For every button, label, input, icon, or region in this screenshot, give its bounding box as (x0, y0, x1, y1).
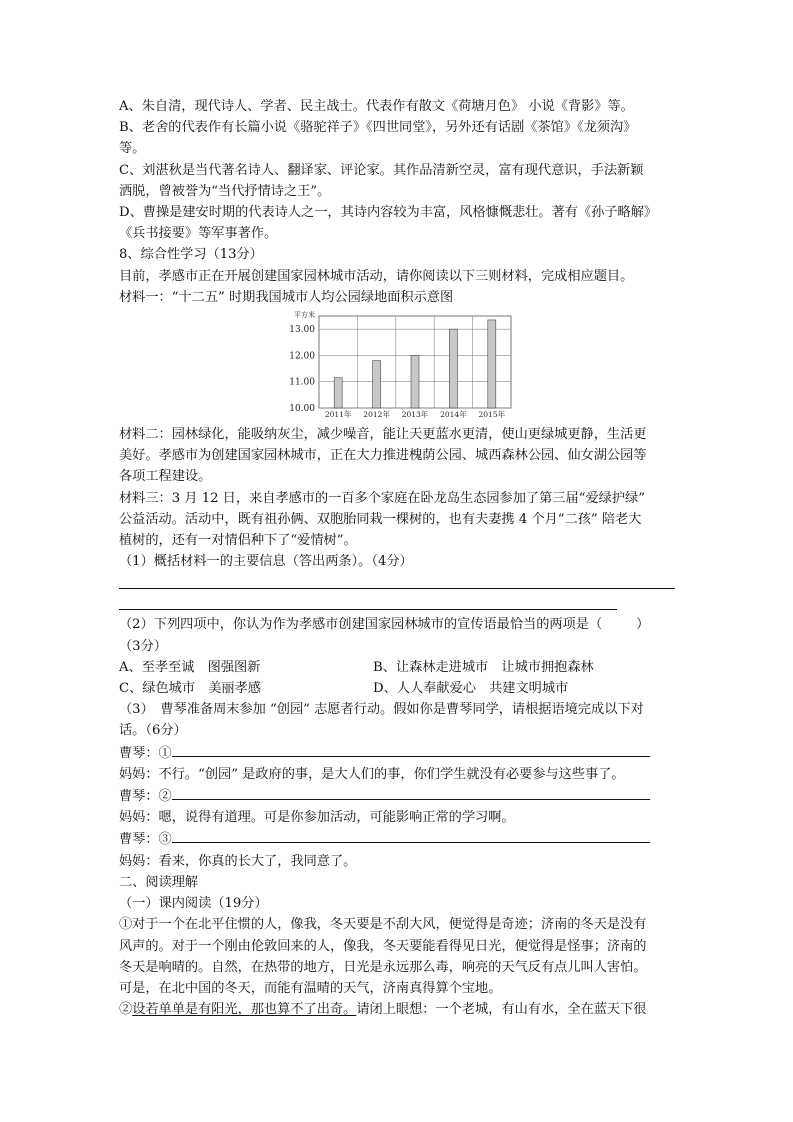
dialogue-blank-3[interactable] (172, 828, 650, 843)
choice-d: D、人人奉献爱心 共建文明城市 (373, 681, 569, 697)
choice-row-1 (119, 657, 679, 678)
speaker-caoqin-3: 曹琴：③ (119, 832, 172, 848)
x-tick-label: 2015年 (478, 410, 506, 420)
sub-question-2 (119, 614, 679, 635)
section-2-heading: 二、阅读理解 (119, 874, 199, 890)
question-8-heading: 8、综合性学习（13分） (119, 247, 263, 263)
material-2-line-3: 各项工程建设。 (119, 469, 212, 485)
speaker-caoqin-2: 曹琴：② (119, 789, 172, 805)
sub-question-3: （3） 曹琴准备周末参加 “创园” 志愿者行动。假如你是曹琴同学，请根据语境完成以下对 (119, 702, 644, 718)
choice-row-2 (119, 678, 679, 699)
answer-line-1[interactable] (119, 572, 675, 589)
chart-svg (279, 310, 519, 422)
green-area-bar-chart (279, 310, 519, 422)
choice-b: B、让森林走进城市 让城市拥抱森林 (373, 659, 594, 675)
bar (411, 355, 419, 408)
dialogue-blank-1[interactable] (172, 742, 650, 757)
sub-question-3-cont: 话。（6分） (119, 723, 187, 739)
paragraph-1-line-1: ①对于一个在北平住惯的人，像我，冬天要是不刮大风，便觉得是奇迹；济南的冬天是没有 (119, 917, 647, 933)
dialogue-mom-1: 妈妈：不行。“创园” 是政府的事，是大人们的事，你们学生就没有必要参与这些事了。 (119, 766, 625, 782)
y-axis-unit: 平方米 (294, 311, 315, 320)
sub-question-2-score: （3分） (119, 638, 167, 654)
y-tick-label: 12.00 (289, 351, 315, 362)
x-tick-label: 2013年 (401, 410, 429, 420)
answer-line-2[interactable] (119, 593, 617, 610)
paragraph-2-rest: 请闭上眼想：一个老城，有山有水，全在蓝天下很 (356, 1002, 647, 1018)
option-d-line: D、曹操是建安时期的代表诗人之一，其诗内容较为丰富，风格慷慨悲壮。著有《孙子略解》 (119, 205, 658, 221)
material-3-line-2: 公益活动。活动中，既有祖孙俩、双胞胎同栽一棵树的，也有夫妻携 4 个月“二孩” 陪老大 (119, 511, 642, 527)
section-2-sub-heading: （一）课内阅读（19分） (119, 896, 268, 912)
material-1-title: 材料一：“十二五” 时期我国城市人均公园绿地面积示意图 (119, 289, 454, 305)
paragraph-2-marker: ② (119, 1002, 133, 1018)
y-tick-label: 13.00 (289, 325, 315, 336)
option-b-line-cont: 等。 (119, 141, 146, 157)
option-c-line-cont: 洒脱，曾被誉为“当代抒情诗之王”。 (119, 183, 331, 199)
option-b-line: B、老舍的代表作有长篇小说《骆驼祥子》《四世同堂》，另外还有话剧《茶馆》《龙须沟》 (119, 120, 637, 136)
speaker-caoqin-1: 曹琴：① (119, 745, 172, 761)
dialogue-mom-2: 妈妈：嗯，说得有道理。可是你参加活动，可能影响正常的学习啊。 (119, 810, 515, 826)
paragraph-1-line-2: 风声的。对于一个刚由伦敦回来的人，像我，冬天要能看得见日光，便觉得是怪事；济南的 (119, 938, 647, 954)
material-3-line-3: 植树的，还有一对情侣种下了“爱情树”。 (119, 533, 357, 549)
choice-c: C、绿色城市 美丽孝感 (119, 681, 261, 697)
sub-question-2-paren-close: ） (636, 617, 650, 633)
document-page (119, 96, 679, 1020)
option-a-line: A、朱自清，现代诗人、学者、民主战士。代表作有散文《荷塘月色》 小说《背影》等。 (119, 99, 634, 114)
dialogue-blank-2[interactable] (172, 785, 650, 800)
material-3-line-1: 材料三：3 月 12 日，来自孝感市的一百多个家庭在卧龙岛生态园参加了第三届“爱绿护绿” (119, 490, 645, 506)
bar (373, 361, 381, 408)
dialogue-caoqin-1 (119, 742, 679, 764)
material-2-line-1: 材料二：园林绿化，能吸纳灰尘，减少噪音，能让天更蓝水更清，使山更绿城更静，生活更 (119, 427, 647, 443)
x-tick-label: 2011年 (324, 410, 352, 420)
paragraph-1-line-4: 可是，在北中国的冬天，而能有温晴的天气，济南真得算个宝地。 (119, 980, 502, 996)
choice-a: A、至孝至诚 图强图新 (119, 659, 261, 675)
bar (449, 329, 457, 408)
dialogue-caoqin-2 (119, 785, 679, 807)
question-8-intro: 目前，孝感市正在开展创建国家园林城市活动，请你阅读以下三则材料，完成相应题目。 (119, 268, 634, 284)
paragraph-1-line-3: 冬天是响晴的。自然，在热带的地方，日光是永远那么毒，响亮的天气反有点儿叫人害怕。 (119, 959, 647, 975)
sub-question-2-text: （2）下列四项中，你认为作为孝感市创建国家园林城市的宣传语最恰当的两项是（ (119, 617, 603, 633)
sub-question-1: （1）概括材料一的主要信息（答出两条）。（4分） (119, 554, 413, 570)
question-7-options (119, 96, 679, 244)
y-tick-label: 11.00 (289, 377, 315, 388)
bar (334, 378, 342, 408)
material-2-line-2: 美好。孝感市为创建国家园林城市，正在大力推进槐荫公园、城西森林公园、仙女湖公园等 (119, 448, 647, 464)
x-tick-label: 2012年 (363, 410, 390, 420)
dialogue-mom-3: 妈妈：看来，你真的长大了，我同意了。 (119, 853, 357, 869)
x-tick-label: 2014年 (440, 410, 467, 420)
option-c-line: C、刘湛秋是当代著名诗人、翻译家、评论家。其作品清新空灵，富有现代意识，手法新颖 (119, 162, 644, 178)
bar (488, 320, 496, 408)
paragraph-2-underlined: 设若单单是有阳光，那也算不了出奇。 (132, 1002, 357, 1018)
y-tick-label: 10.00 (289, 404, 315, 415)
option-d-line-cont: 《兵书接要》等军事著作。 (119, 226, 278, 242)
paragraph-2-line-1 (119, 999, 679, 1020)
dialogue-caoqin-3 (119, 828, 679, 850)
